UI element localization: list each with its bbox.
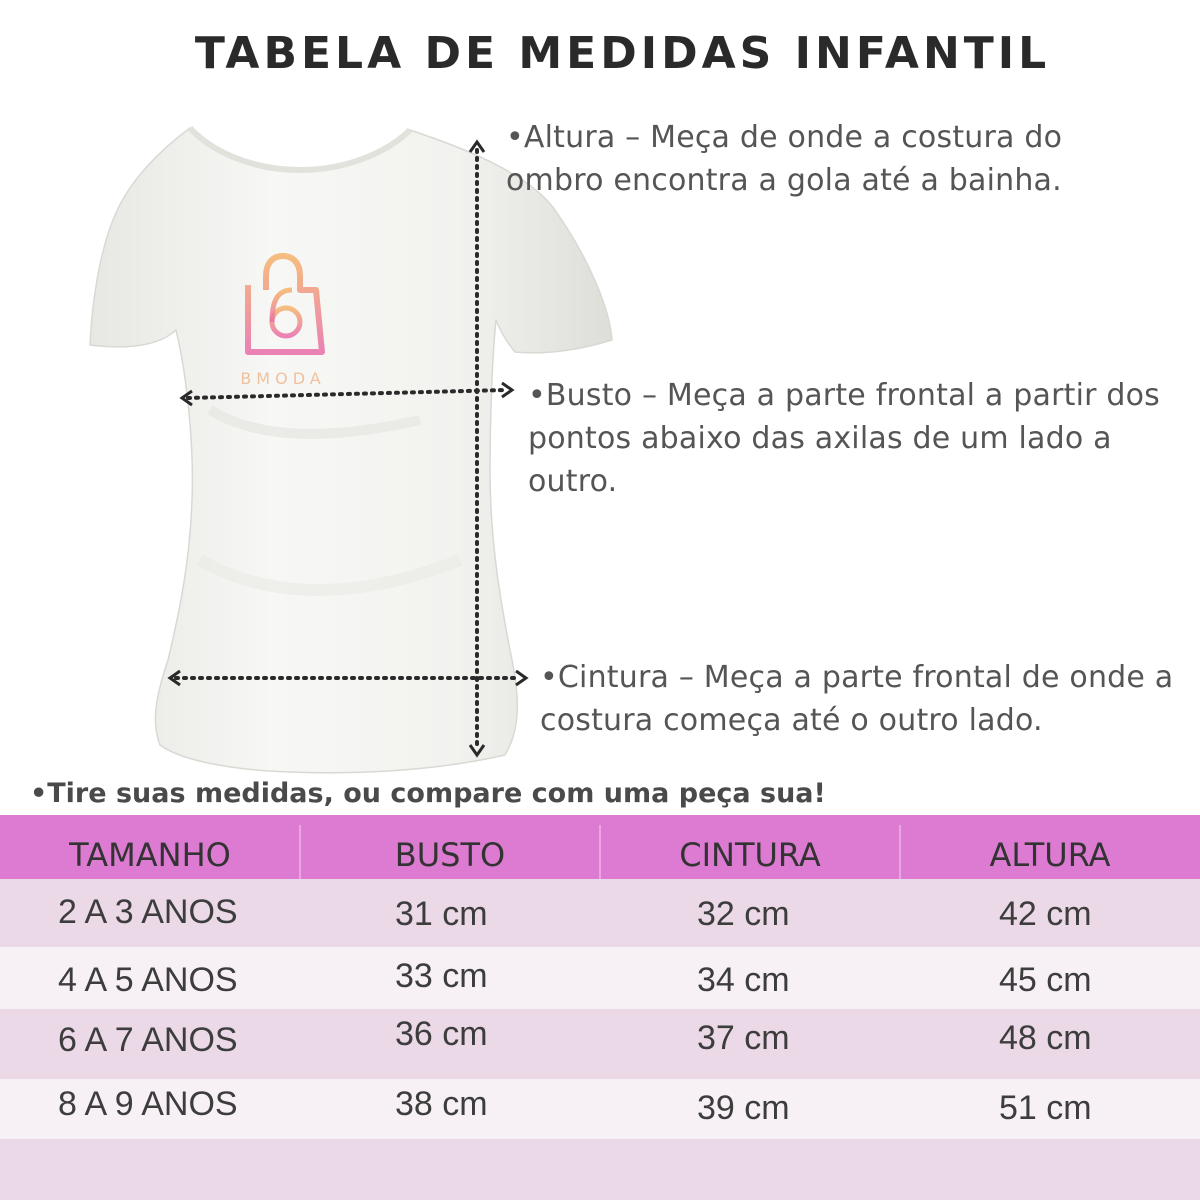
note-altura: •Altura – Meça de onde a costura do ombro encontra a gola até a bainha. xyxy=(506,120,1063,198)
table-header xyxy=(0,815,1200,879)
cell-size: 8 A 9 ANOS xyxy=(58,1085,238,1123)
cell-busto: 31 cm xyxy=(395,895,488,933)
cell-cintura: 34 cm xyxy=(697,961,790,999)
header-altura: ALTURA xyxy=(989,836,1111,874)
cell-size: 6 A 7 ANOS xyxy=(58,1021,238,1059)
table-row xyxy=(0,1079,1200,1139)
page-title: TABELA DE MEDIDAS INFANTIL xyxy=(194,28,1051,79)
cell-cintura: 37 cm xyxy=(697,1019,790,1057)
cell-cintura: 32 cm xyxy=(697,895,790,933)
table-row xyxy=(0,879,1200,947)
header-cintura: CINTURA xyxy=(679,836,821,874)
table-row xyxy=(0,947,1200,1009)
tip-text: •Tire suas medidas, ou compare com uma peça sua! xyxy=(30,778,826,809)
note-busto: •Busto – Meça a parte frontal a partir dos pontos abaixo das axilas de um lado a outro. xyxy=(528,378,1160,499)
header-tamanho: TAMANHO xyxy=(69,836,231,874)
note-cintura: •Cintura – Meça a parte frontal de onde a costura começa até o outro lado. xyxy=(540,660,1174,738)
cell-altura: 45 cm xyxy=(999,961,1092,999)
table-footer-band xyxy=(0,1139,1200,1200)
cell-busto: 33 cm xyxy=(395,957,488,995)
cell-altura: 42 cm xyxy=(999,895,1092,933)
cell-cintura: 39 cm xyxy=(697,1089,790,1127)
cell-busto: 36 cm xyxy=(395,1015,488,1053)
table-row xyxy=(0,1009,1200,1079)
cell-busto: 38 cm xyxy=(395,1085,488,1123)
header-busto: BUSTO xyxy=(394,836,506,874)
cell-altura: 51 cm xyxy=(999,1089,1092,1127)
svg-text:BMODA: BMODA xyxy=(240,369,326,388)
cell-altura: 48 cm xyxy=(999,1019,1092,1057)
cell-size: 4 A 5 ANOS xyxy=(58,961,238,999)
cell-size: 2 A 3 ANOS xyxy=(58,893,238,931)
